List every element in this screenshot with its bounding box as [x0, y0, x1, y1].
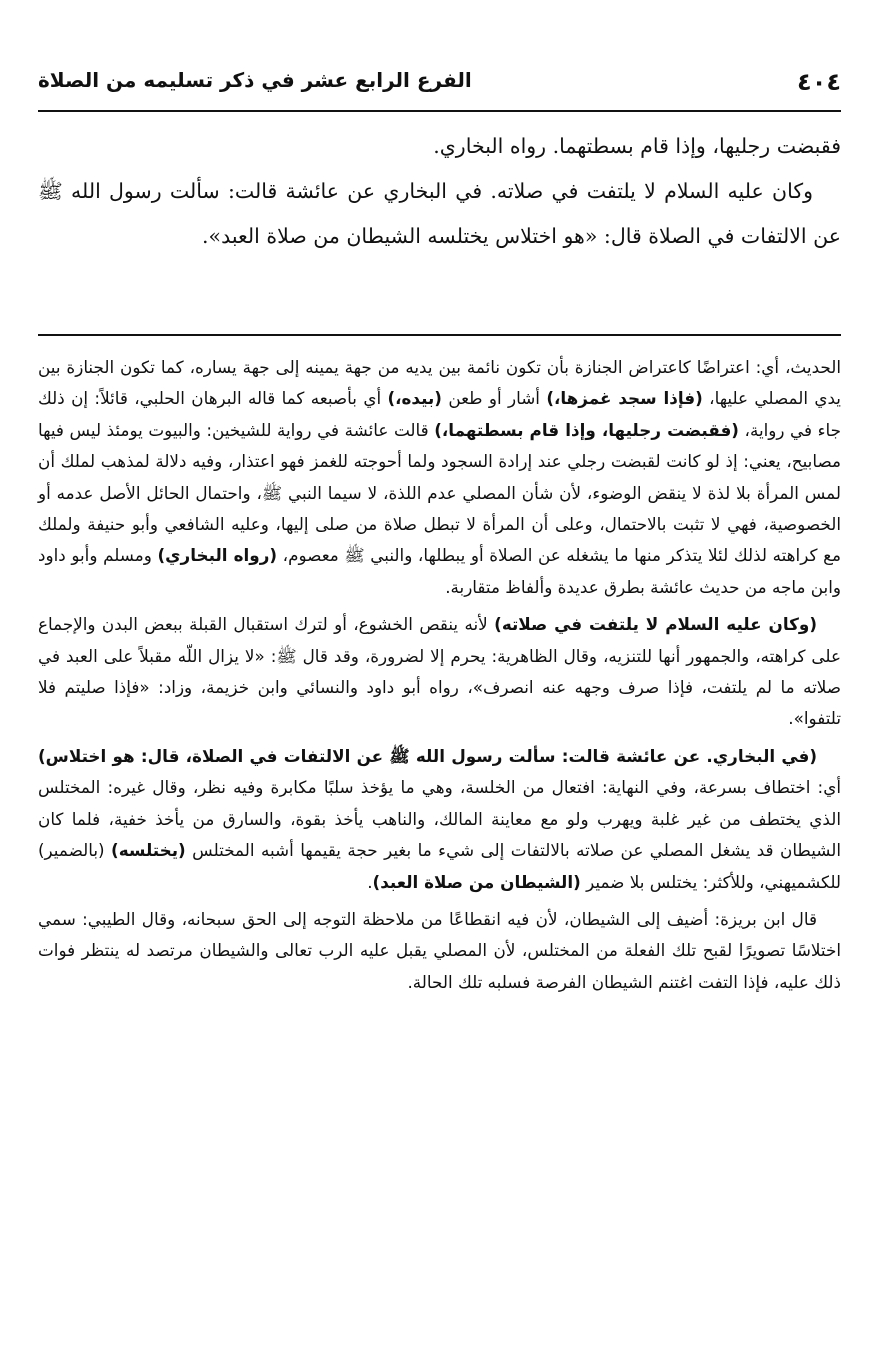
quoted-text: (بيده،)	[387, 388, 442, 409]
quoted-text: (وكان عليه السلام لا يلتفت في صلاته)	[494, 614, 818, 635]
quoted-text: (فقبضت رجليها، وإذا قام بسطتهما،)	[434, 419, 739, 440]
commentary-text: أي: اختطاف بسرعة، وفي النهاية: افتعال من الخلسة، وهي ما يؤخذ سلبًا مكابرة وفيه نظر، وقال غيره: المختلس الذي يختطف من غير غلبة ويهرب ولو مع معاينة المالك، والناهب يأخذ بقوة، والسارق من يأخذ خفية، فلما كان الشيطان قد يشغل المصلي عن صلاته بالالتفات إلى شيء ما بغير حجة يقيمها أشبه المختلس	[38, 777, 842, 861]
page-number: ٤٠٤	[797, 68, 841, 96]
commentary-text: الحديث، أي: اعتراضًا كاعتراض الجنازة بأن تكون نائمة بين يديه من جهة يمينه إلى جهة يساره، كما تكون الجنازة بين يدي المصلي عليها،	[38, 357, 841, 409]
commentary-divider	[38, 334, 841, 336]
page-header	[38, 58, 841, 102]
commentary-paragraph-4: قال ابن بريزة: أضيف إلى الشيطان، لأن فيه انقطاعًا من ملاحظة التوجه إلى الحق سبحانه، وقال الطيبي: سمي اختلاسًا تصويرًا لقبح تلك الفعلة من المختلس، لأن المصلي يقبل عليه الرب تعالى والشيطان مرتصد له ينتظر فوات ذلك عليه، فإذا التفت اغتنم الشيطان الفرصة فسلبه تلك الحالة.	[38, 908, 841, 992]
quoted-text: (الشيطان من صلاة العبد)	[372, 871, 581, 892]
commentary-text: لأنه ينقص الخشوع، أو لترك استقبال القبلة ببعض البدن والإجماع على كراهته، والجمهور أنها للتنزيه، وقال الظاهرية: يحرم إلا لضرورة، وقد قال ﷺ: «لا يزال اللّه مقبلاً على العبد في صلاته ما لم يلتفت، فإذا صرف وجهه عنه انصرف»، رواه أبو داود والنسائي وابن خزيمة، وزاد: «فإذا صليتم فلا تلتفوا».	[38, 614, 841, 729]
quoted-text: (رواه البخاري)	[157, 545, 278, 566]
commentary-text: .	[367, 871, 373, 892]
commentary-text: (بالضمير) للكشميهني، وللأكثر: يختلس بلا ضمير	[38, 840, 841, 892]
commentary-paragraph-1	[38, 352, 841, 603]
main-text	[38, 124, 841, 259]
commentary-text: أي بأصبعه كما قاله البرهان الحلبي، قائلاً: إن ذلك جاء في رواية،	[38, 388, 841, 440]
quoted-text: (يختلسه)	[111, 840, 186, 861]
header-rule	[38, 110, 841, 112]
commentary	[38, 352, 841, 998]
quoted-text: (في البخاري. عن عائشة قالت: سألت رسول الله ﷺ عن الالتفات في الصلاة، قال: هو اختلاس)	[38, 745, 817, 766]
commentary-text: ومسلم وأبو داود وابن ماجه من حديث عائشة بطرق عديدة وألفاظ متقاربة.	[38, 545, 841, 597]
commentary-paragraph-3	[38, 741, 841, 898]
commentary-text: أشار أو طعن	[441, 388, 547, 409]
main-text-paragraph-2: وكان عليه السلام لا يلتفت في صلاته. في البخاري عن عائشة قالت: سألت رسول الله ﷺ عن الالتفات في الصلاة قال: «هو اختلاس يختلسه الشيطان من صلاة العبد».	[38, 179, 841, 248]
quoted-text: (فإذا سجد غمزها،)	[546, 388, 703, 409]
main-text-paragraph-1: فقبضت رجليها، وإذا قام بسطتهما. رواه البخاري.	[433, 134, 841, 158]
commentary-text: قالت عائشة في رواية للشيخين: والبيوت يومئذ ليس فيها مصابيح، يعني: إذ لو كانت لقبضت رجلي عند إرادة السجود ولما أحوجته للغمز فهو اعتذار، وفيه دلالة لمذهب لملك أن لمس المرأة بلا لذة لا ينقض الوضوء، لأن شأن المصلي عدم اللذة، لا سيما النبي ﷺ، واحتمال الحائل الأصل عدمه أو الخصوصية، فهي لا تثبت بالاحتمال، وعلى أن المرأة لا تبطل صلاة من صلى إليها، وعليه الشافعي وأبو حنيفة ولملك مع كراهته لذلك لئلا يتذكر منها ما يشغله عن الصلاة أو يبطلها، والنبي ﷺ معصوم،	[38, 419, 841, 566]
running-title: الفرع الرابع عشر في ذكر تسليمه من الصلاة	[38, 68, 472, 92]
commentary-paragraph-2	[38, 609, 841, 735]
